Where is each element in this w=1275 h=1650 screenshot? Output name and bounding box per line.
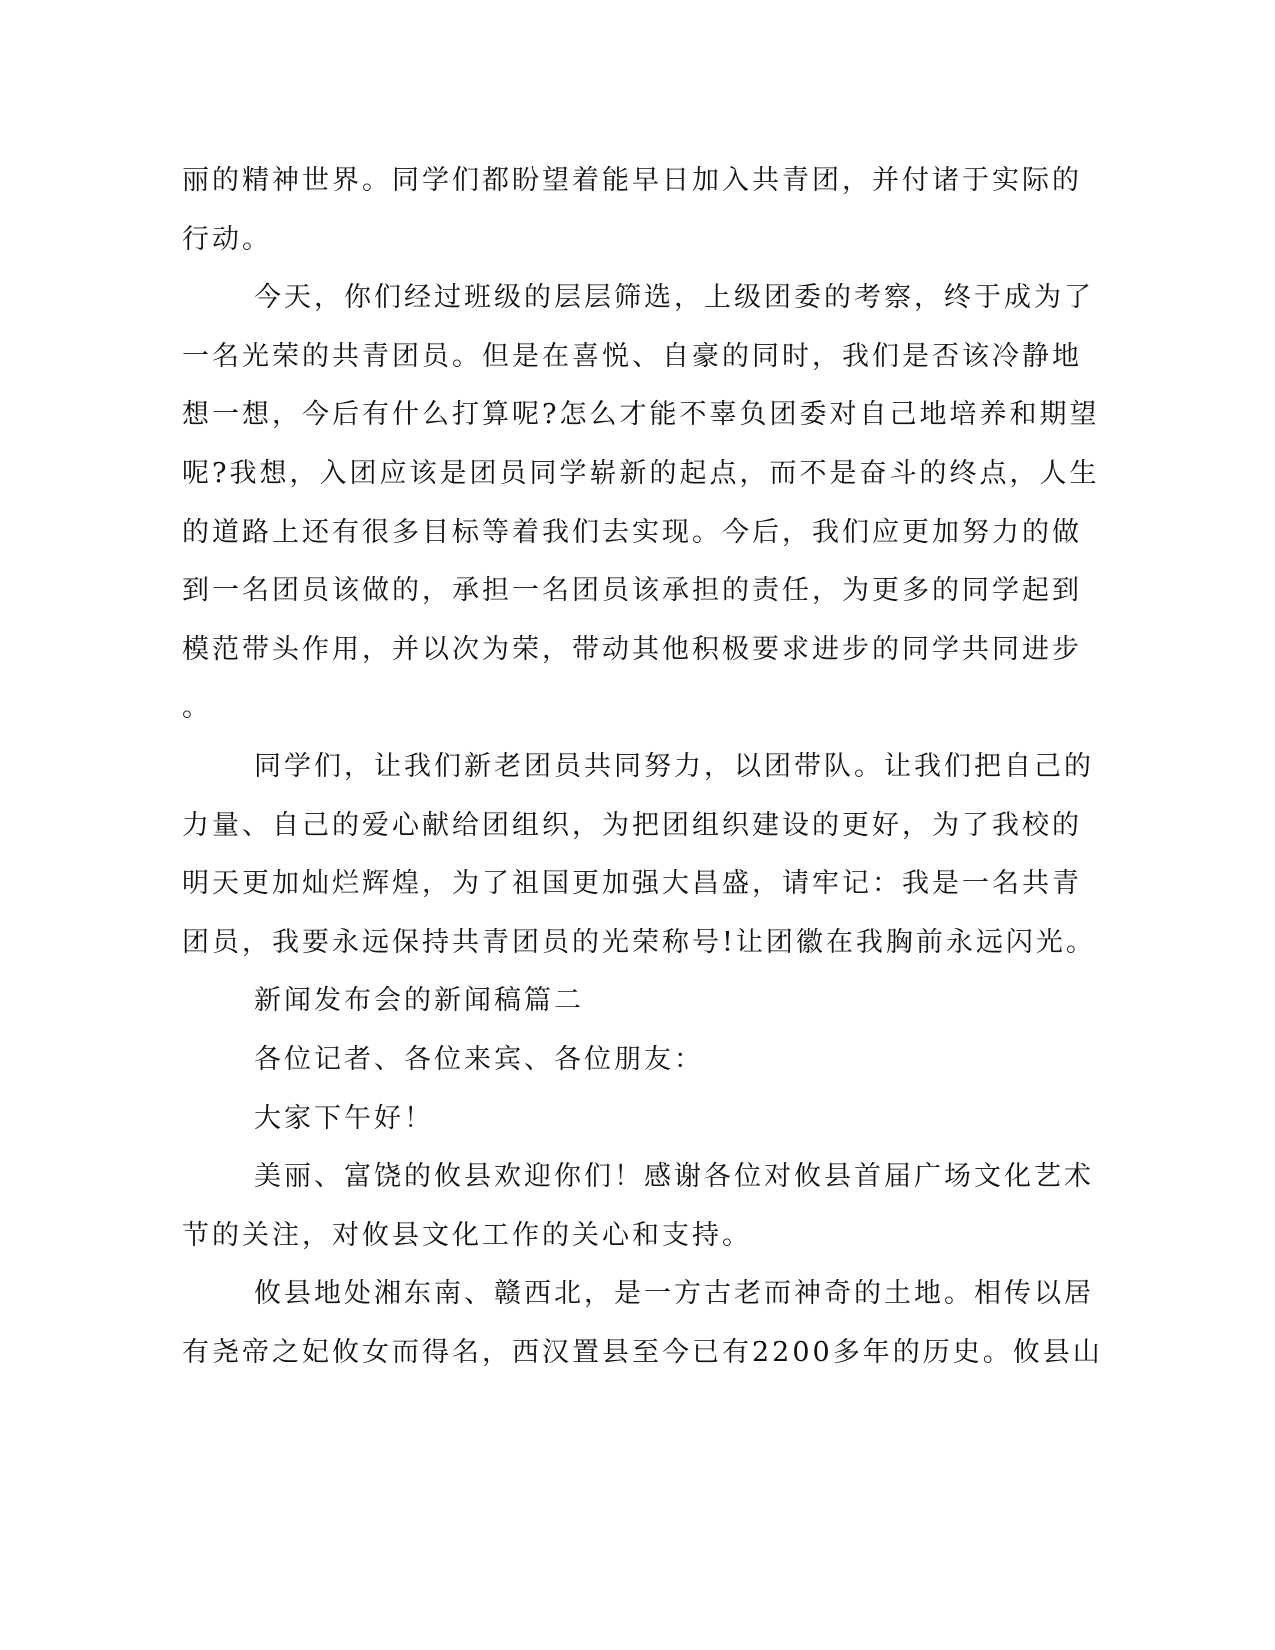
text-line: 丽的精神世界。同学们都盼望着能早日加入共青团，并付诸于实际的 bbox=[182, 165, 1082, 196]
text-line: 的道路上还有很多目标等着我们去实现。今后，我们应更加努力的做 bbox=[182, 516, 1082, 548]
text-line: 想一想，今后有什么打算呢?怎么才能不辜负团委对自己地培养和期望 bbox=[182, 399, 1100, 431]
text-line: 一名光荣的共青团员。但是在喜悦、自豪的同时，我们是否该冷静地 bbox=[182, 340, 1082, 372]
section-heading: 新闻发布会的新闻稿篇二 bbox=[254, 985, 584, 1017]
paragraph-start-line: 美丽、富饶的攸县欢迎你们！感谢各位对攸县首届广场文化艺术 bbox=[254, 1161, 1094, 1193]
text-line: 到一名团员该做的，承担一名团员该承担的责任，为更多的同学起到 bbox=[182, 575, 1082, 607]
text-line: 有尧帝之妃攸女而得名，西汉置县至今已有2200多年的历史。攸县山 bbox=[182, 1336, 1103, 1368]
text-line: 力量、自己的爱心献给团组织，为把团组织建设的更好，为了我校的 bbox=[182, 809, 1082, 841]
text-line: 模范带头作用，并以次为荣，带动其他积极要求进步的同学共同进步 bbox=[182, 633, 1082, 665]
text-line: 呢?我想，入团应该是团员同学崭新的起点，而不是奋斗的终点，人生 bbox=[182, 457, 1100, 489]
paragraph-start-line: 同学们，让我们新老团员共同努力，以团带队。让我们把自己的 bbox=[254, 750, 1094, 782]
text-line: 行动。 bbox=[182, 223, 272, 255]
paragraph-start-line: 攸县地处湘东南、赣西北，是一方古老而神奇的土地。相传以居 bbox=[254, 1278, 1094, 1310]
text-line: 。 bbox=[182, 692, 212, 724]
paragraph-start-line: 今天，你们经过班级的层层筛选，上级团委的考察，终于成为了 bbox=[254, 282, 1094, 314]
text-line: 明天更加灿烂辉煌，为了祖国更加强大昌盛，请牢记：我是一名共青 bbox=[182, 868, 1082, 900]
greeting: 大家下午好！ bbox=[254, 1102, 434, 1134]
document-body bbox=[182, 158, 1103, 1388]
text-line: 节的关注，对攸县文化工作的关心和支持。 bbox=[182, 1219, 752, 1251]
salutation: 各位记者、各位来宾、各位朋友： bbox=[254, 1043, 704, 1075]
text-line: 团员，我要永远保持共青团员的光荣称号!让团徽在我胸前永远闪光。 bbox=[182, 926, 1096, 958]
